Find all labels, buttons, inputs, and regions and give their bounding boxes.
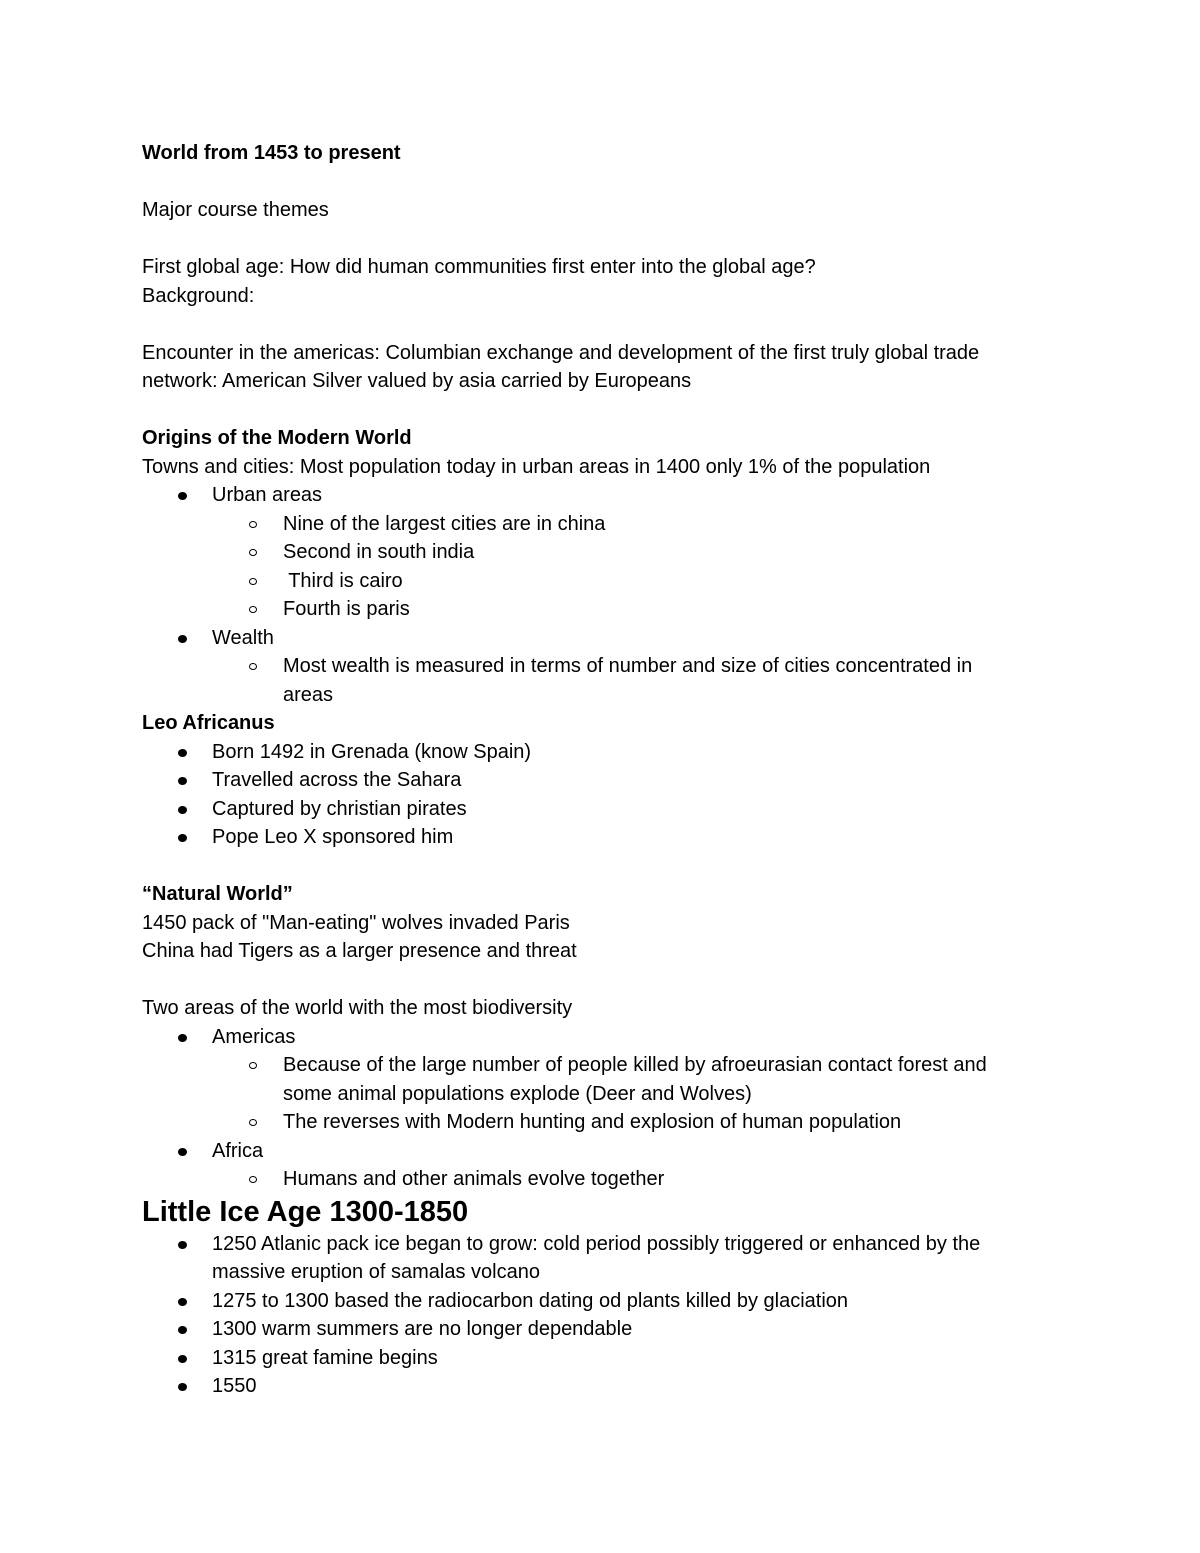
list-item [142,567,1062,596]
list-item [142,1137,1062,1166]
bullet-icon [178,1298,187,1306]
list-item-text: 1300 warm summers are no longer dependable [212,1318,633,1340]
list-item-text: 1275 to 1300 based the radiocarbon dating od plants killed by glaciation [212,1289,849,1312]
leo-heading: Leo Africanus [142,712,275,734]
hollow-bullet-icon [249,1062,257,1069]
spacer [142,966,1062,995]
list-item [142,1108,1062,1137]
list-item [142,510,1062,539]
list-item [142,738,1062,767]
list-item [142,595,1062,624]
list-item [142,1315,1062,1344]
list-item-text-continued: massive eruption of samalas volcano [212,1261,540,1283]
bullet-icon [178,1148,187,1156]
bullet-icon [178,1241,187,1249]
hollow-bullet-icon [249,1176,257,1183]
list-item [142,1230,1062,1287]
list-item-text: Wealth [212,626,274,649]
ice-age-list [142,1230,1062,1401]
background-label: Background: [142,284,255,307]
bullet-icon [178,492,187,500]
themes-heading: Major course themes [142,199,329,221]
biodiversity-text: Two areas of the world with the most biodiversity [142,997,573,1019]
hollow-bullet-icon [249,1119,257,1126]
spacer [142,310,1062,339]
origins-heading: Origins of the Modern World [142,427,412,449]
spacer [142,852,1062,881]
list-item-text: Third is cairo [283,569,403,592]
spacer [142,225,1062,254]
hollow-bullet-icon [249,606,257,613]
list-item-text: The reverses with Modern hunting and explosion of human population [283,1111,902,1133]
biodiversity-list [142,1023,1062,1194]
document-title: World from 1453 to present [142,142,401,164]
list-item-text: Americas [212,1025,296,1048]
bullet-icon [178,806,187,814]
encounter-text-line-1: Encounter in the americas: Columbian exchange and development of the first truly global trade [142,341,980,364]
list-item-text: Captured by christian pirates [212,797,467,820]
list-item-text: Humans and other animals evolve together [283,1168,665,1190]
list-item-text: Nine of the largest cities are in china [283,512,606,535]
natural-world-heading: “Natural World” [142,883,293,905]
origins-intro: Towns and cities: Most population today in urban areas in 1400 only 1% of the population [142,455,931,478]
list-item-text: Travelled across the Sahara [212,769,462,791]
natural-line-1: 1450 pack of "Man-eating" wolves invaded Paris [142,911,570,934]
encounter-text-line-2: network: American Silver valued by asia carried by Europeans [142,370,692,392]
hollow-bullet-icon [249,663,257,670]
list-item [142,538,1062,567]
document-page [142,139,1062,1401]
bullet-icon [178,749,187,757]
list-item-text-continued: some animal populations explode (Deer and Wolves) [283,1082,752,1105]
bullet-icon [178,1355,187,1363]
bullet-icon [178,1326,187,1334]
list-item-text: Africa [212,1139,264,1162]
bullet-icon [178,1383,187,1391]
list-item-text: 1315 great famine begins [212,1346,438,1369]
list-item [142,823,1062,852]
list-item [142,1165,1062,1194]
origins-list [142,481,1062,709]
leo-list [142,738,1062,852]
list-item [142,1372,1062,1401]
list-item [142,624,1062,653]
hollow-bullet-icon [249,549,257,556]
list-item [142,795,1062,824]
list-item-text: Born 1492 in Grenada (know Spain) [212,740,532,763]
list-item [142,652,1062,709]
list-item-text: Second in south india [283,541,475,563]
spacer [142,396,1062,425]
bullet-icon [178,834,187,842]
bullet-icon [178,1034,187,1042]
list-item-text-continued: areas [283,683,334,706]
list-item [142,1023,1062,1052]
list-item [142,1344,1062,1373]
list-item [142,1287,1062,1316]
list-item-text: 1550 [212,1375,257,1397]
list-item-text: Pope Leo X sponsored him [212,826,454,848]
natural-line-2: China had Tigers as a larger presence and threat [142,940,577,962]
list-item [142,766,1062,795]
list-item-text: 1250 Atlanic pack ice began to grow: cold period possibly triggered or enhanced by the [212,1232,981,1255]
list-item-text: Fourth is paris [283,598,410,620]
list-item-text: Urban areas [212,484,323,506]
bullet-icon [178,635,187,643]
bullet-icon [178,777,187,785]
hollow-bullet-icon [249,521,257,528]
list-item [142,481,1062,510]
spacer [142,168,1062,197]
list-item-text: Because of the large number of people killed by afroeurasian contact forest and [283,1054,987,1076]
first-global-age-text: First global age: How did human communities first enter into the global age? [142,256,816,278]
list-item-text: Most wealth is measured in terms of number and size of cities concentrated in [283,655,973,677]
ice-age-heading: Little Ice Age 1300-1850 [142,1195,469,1228]
list-item [142,1051,1062,1108]
hollow-bullet-icon [249,578,257,585]
